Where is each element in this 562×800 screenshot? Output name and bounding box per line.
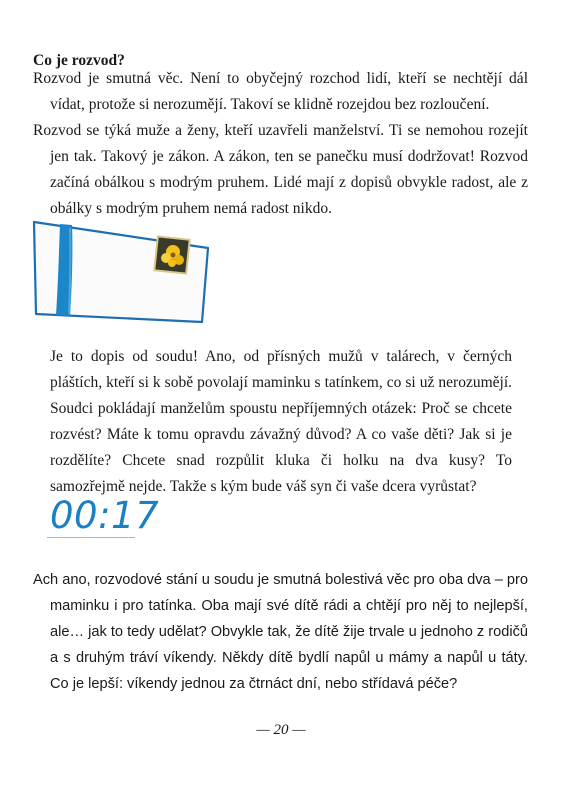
paragraph-4: Ach ano, rozvodové stání u soudu je smutná bolestivá věc pro oba dva – pro maminku i pro tatínka. Oba mají své dítě rádi a chtějí pro něj to nejlepší, ale… jak to tedy udělat? Obvykle tak, že dítě žije trvale u jednoho z rodičů a s druhým tráví víkendy. Někdy dítě bydlí napůl u mámy a napůl u táty. Co je lepší: víkendy jednou za čtrnáct dní, nebo střídavá péče? bbox=[33, 572, 528, 692]
envelope-with-blue-stripe-icon bbox=[26, 206, 216, 331]
paragraph-3: Je to dopis od soudu! Ano, od přísných mužů v talárech, v černých pláštích, kteří si k sobě povolají maminku s tatínkem, co si už nerozumějí. Soudci pokládají manželům spoustu nepříjemných otázek: Proč se chcete rozvést? Máte k tomu opravdu závažný důvod? A co vaše děti? Jak si je rozdělíte? Chcete snad rozpůlit kluka či holku na dva kusy? To samozřejmě nejde. Takže s kým bude váš syn či vaše dcera vyrůstat? bbox=[50, 348, 512, 495]
paragraph-2: Rozvod se týká muže a ženy, kteří uzavřeli manželství. Ti se nemohou rozejít jen tak. Takový je zákon. A zákon, ten se panečku musí dodržovat! Rozvod začíná obálkou s modrým pruhem. Lidé mají z dopisů obvykle radost, ale z obálky s modrým pruhem nemá radost nikdo. bbox=[33, 122, 528, 217]
flower-stamp-icon bbox=[154, 236, 189, 273]
page-number: — 20 — bbox=[256, 722, 306, 738]
paragraph-1: Rozvod je smutná věc. Není to obyčejný rozchod lidí, kteří se nechtějí dál vídat, protože si nerozumějí. Takoví se klidně rozejdou bez rozloučení. bbox=[33, 70, 528, 113]
timer-underline bbox=[47, 537, 135, 538]
timer-display: 00:17 bbox=[50, 494, 160, 537]
section-heading: Co je rozvod? bbox=[33, 52, 125, 69]
